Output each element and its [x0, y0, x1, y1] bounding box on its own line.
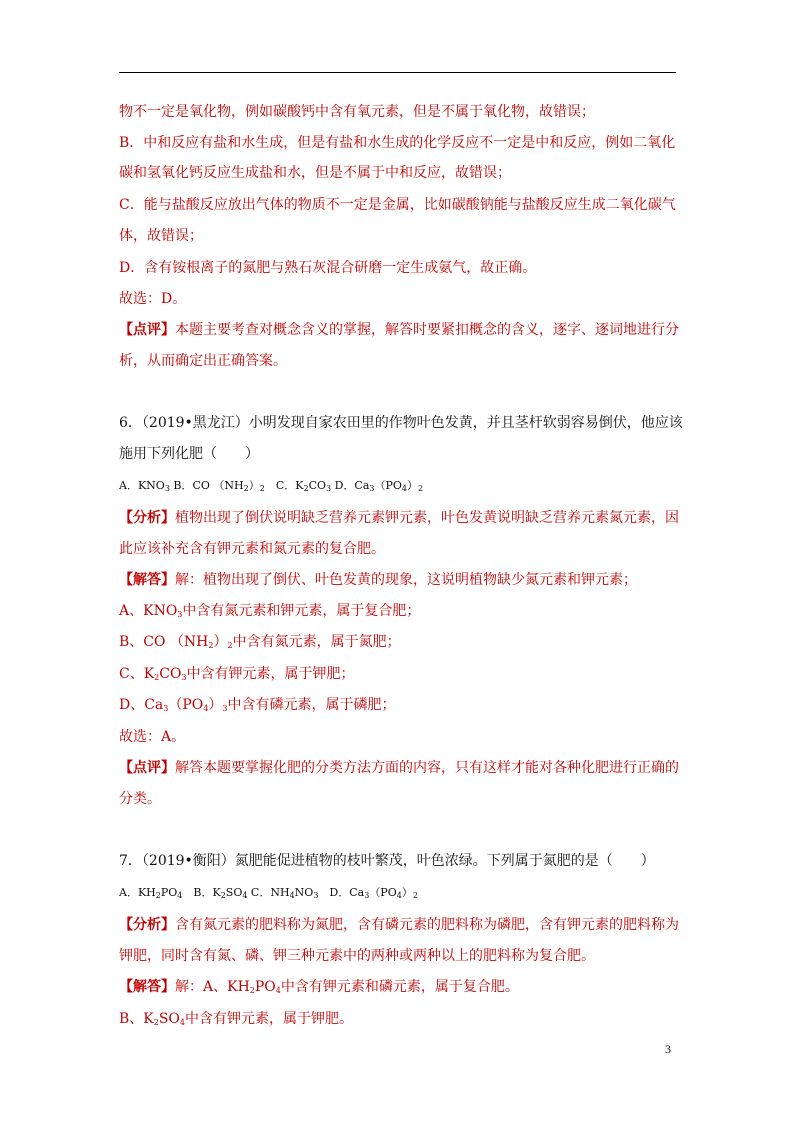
prev-option-d: D．含有铵根离子的氮肥与熟石灰混合研磨一定生成氨气，故正确。	[119, 260, 537, 276]
prev-option-b-line2: 碳和氢氧化钙反应生成盐和水，但是不属于中和反应，故错误；	[119, 165, 511, 181]
q7-analysis-line2: 钾肥，同时含有氮、磷、钾三种元素中的两种或两种以上的肥料称为复合肥。	[119, 948, 595, 964]
q6-stem-line2: 施用下列化肥（ ）	[119, 446, 259, 462]
solution-text: 解：植物出现了倒伏、叶色发黄的现象，这说明植物缺少氮元素和钾元素；	[175, 572, 637, 588]
q6-stem-line1: 6．（2019•黑龙江）小明发现自家农田里的作物叶色发黄，并且茎杆软弱容易倒伏，他应该	[119, 415, 683, 431]
analysis-tag: 【分析】	[119, 917, 175, 933]
page-number: 3	[665, 1042, 671, 1056]
q7-options: A．$KH_2PO_4$ B．$K_2SO_4$ C．$NH_4NO_3$ D．$Ca_3(PO_4)_2$	[119, 886, 418, 900]
q6-analysis-line2: 此应该补充含有钾元素和氮元素的复合肥。	[119, 541, 385, 557]
analysis-tag: 【分析】	[119, 510, 175, 526]
prev-option-c-line2: 体，故错误；	[119, 228, 203, 244]
q6-solution-b: B、CO $(NH_2)_2$中含有氮元素，属于氮肥；	[119, 634, 401, 650]
q6-solution-c: C、$K_2CO_3$中含有钾元素，属于钾肥；	[119, 666, 355, 682]
q6-comment-line2: 分类。	[119, 791, 161, 807]
q6-answer: 故选：A。	[119, 729, 186, 745]
comment-tag: 【点评】	[119, 322, 175, 338]
q7-solution-b: B、$K_2SO_4$中含有钾元素，属于钾肥。	[119, 1011, 354, 1027]
q7-solution-a: 【解答】解：A、$KH_2PO_4$中含有钾元素和磷元素，属于复合肥。	[119, 979, 519, 995]
q6-solution-d: D、$Ca_3(PO_4)_3$中含有磷元素，属于磷肥；	[119, 697, 396, 713]
prev-answer: 故选：D。	[119, 291, 187, 307]
prev-line1: 物不一定是氧化物，例如碳酸钙中含有氧元素，但是不属于氧化物，故错误；	[119, 104, 595, 120]
analysis-text: 植物出现了倒伏说明缺乏营养元素钾元素，叶色发黄说明缺乏营养元素氮元素，因	[175, 510, 679, 526]
comment-text: 解答本题要掌握化肥的分类方法方面的内容，只有这样才能对各种化肥进行正确的	[175, 760, 679, 776]
q6-solution-a: A、$KNO_3$中含有氮元素和钾元素，属于复合肥；	[119, 603, 421, 619]
prev-option-b-line1: B．中和反应有盐和水生成，但是有盐和水生成的化学反应不一定是中和反应，例如二氧化	[119, 135, 676, 151]
solution-tag: 【解答】	[119, 979, 175, 995]
q7-analysis-line1	[119, 918, 679, 932]
prev-option-c-line1: C．能与盐酸反应放出气体的物质不一定是金属，比如碳酸钠能与盐酸反应生成二氧化碳气	[119, 197, 676, 213]
comment-tag: 【点评】	[119, 760, 175, 776]
header-rule	[119, 72, 676, 73]
prev-comment-line2: 析，从而确定出正确答案。	[119, 353, 287, 369]
q6-solution-line1	[119, 573, 637, 587]
analysis-text: 含有氮元素的肥料称为氮肥，含有磷元素的肥料称为磷肥，含有钾元素的肥料称为	[175, 917, 679, 933]
q7-stem: 7．（2019•衡阳）氮肥能促进植物的枝叶繁茂，叶色浓绿。下列属于氮肥的是（ ）	[119, 853, 655, 869]
q6-comment-line1	[119, 761, 679, 775]
solution-tag: 【解答】	[119, 572, 175, 588]
q6-options: A．$KNO_3$ B．CO $(NH_2)_2$ C．$K_2CO_3$ D．$Ca_3(PO_4)_2$	[119, 479, 424, 493]
prev-comment-line1	[119, 323, 679, 337]
comment-text: 本题主要考查对概念含义的掌握，解答时要紧扣概念的含义，逐字、逐词地进行分	[175, 322, 679, 338]
q6-analysis-line1	[119, 511, 679, 525]
